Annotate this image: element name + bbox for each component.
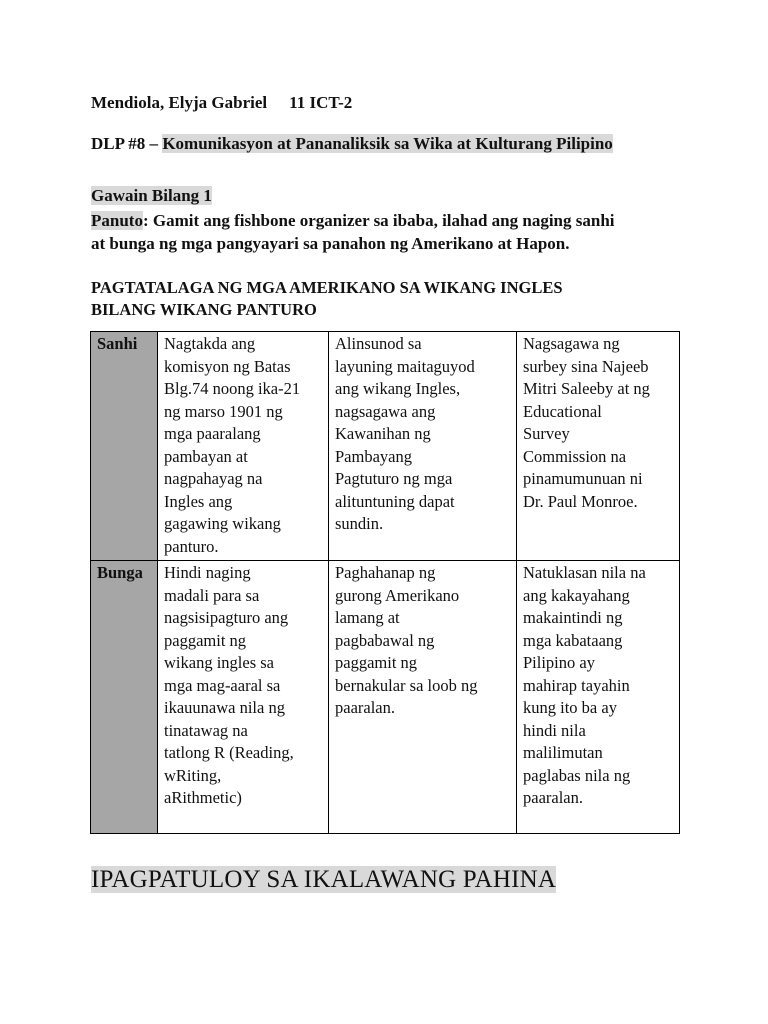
dlp-number: DLP #8 –: [91, 134, 163, 153]
topic-heading-line1: PAGTATALAGA NG MGA AMERIKANO SA WIKANG INGLES: [91, 278, 563, 297]
topic-heading-line2: BILANG WIKANG PANTURO: [91, 300, 317, 319]
author-line: [91, 93, 352, 113]
row-label-bunga: Bunga: [91, 561, 158, 834]
continue-notice-text: IPAGPATULOY SA IKALAWANG PAHINA: [91, 866, 557, 893]
table-cell: Alinsunod sa layuning maitaguyod ang wikang Ingles, nagsagawa ang Kawanihan ng Pambayang Pagtuturo ng mga alituntuning dapat sundin.: [329, 332, 517, 561]
instruction: [91, 209, 615, 255]
table-cell: Natuklasan nila na ang kakayahang makaintindi ng mga kabataang Pilipino ay mahirap tayahin kung ito ba ay hindi nila malilimutan paglabas nila ng paaralan.: [517, 561, 680, 834]
author-name: Mendiola, Elyja Gabriel: [91, 93, 268, 112]
table-row-bunga: [91, 561, 680, 834]
dlp-title: [91, 134, 613, 154]
instruction-text: : Gamit ang fishbone organizer sa ibaba, ilahad ang naging sanhi at bunga ng mga pangyayari sa panahon ng Amerikano at Hapon.: [91, 211, 615, 253]
continue-notice: [91, 866, 556, 894]
grade-section: 11 ICT-2: [289, 93, 353, 112]
activity-title-text: Gawain Bilang 1: [91, 186, 212, 205]
topic-heading: [91, 277, 563, 321]
table-cell: Paghahanap ng gurong Amerikano lamang at pagbabawal ng paggamit ng bernakular sa loob ng paaralan.: [329, 561, 517, 834]
instruction-label: Panuto: [91, 211, 143, 230]
dlp-subject: Komunikasyon at Pananaliksik sa Wika at Kulturang Pilipino: [162, 134, 613, 153]
fishbone-table: [90, 331, 680, 834]
table-cell: Nagtakda ang komisyon ng Batas Blg.74 noong ika-21 ng marso 1901 ng mga paaralang pambayan at nagpahayag na Ingles ang gagawing wikang panturo.: [158, 332, 329, 561]
activity-title: [91, 186, 212, 206]
table-cell: Hindi naging madali para sa nagsisipagturo ang paggamit ng wikang ingles sa mga mag-aaral sa ikauunawa nila ng tinatawag na tatlong R (Reading, wRiting, aRithmetic): [158, 561, 329, 834]
row-label-sanhi: Sanhi: [91, 332, 158, 561]
table-cell: Nagsagawa ng surbey sina Najeeb Mitri Saleeby at ng Educational Survey Commission na pinamumunuan ni Dr. Paul Monroe.: [517, 332, 680, 561]
table-row-sanhi: [91, 332, 680, 561]
